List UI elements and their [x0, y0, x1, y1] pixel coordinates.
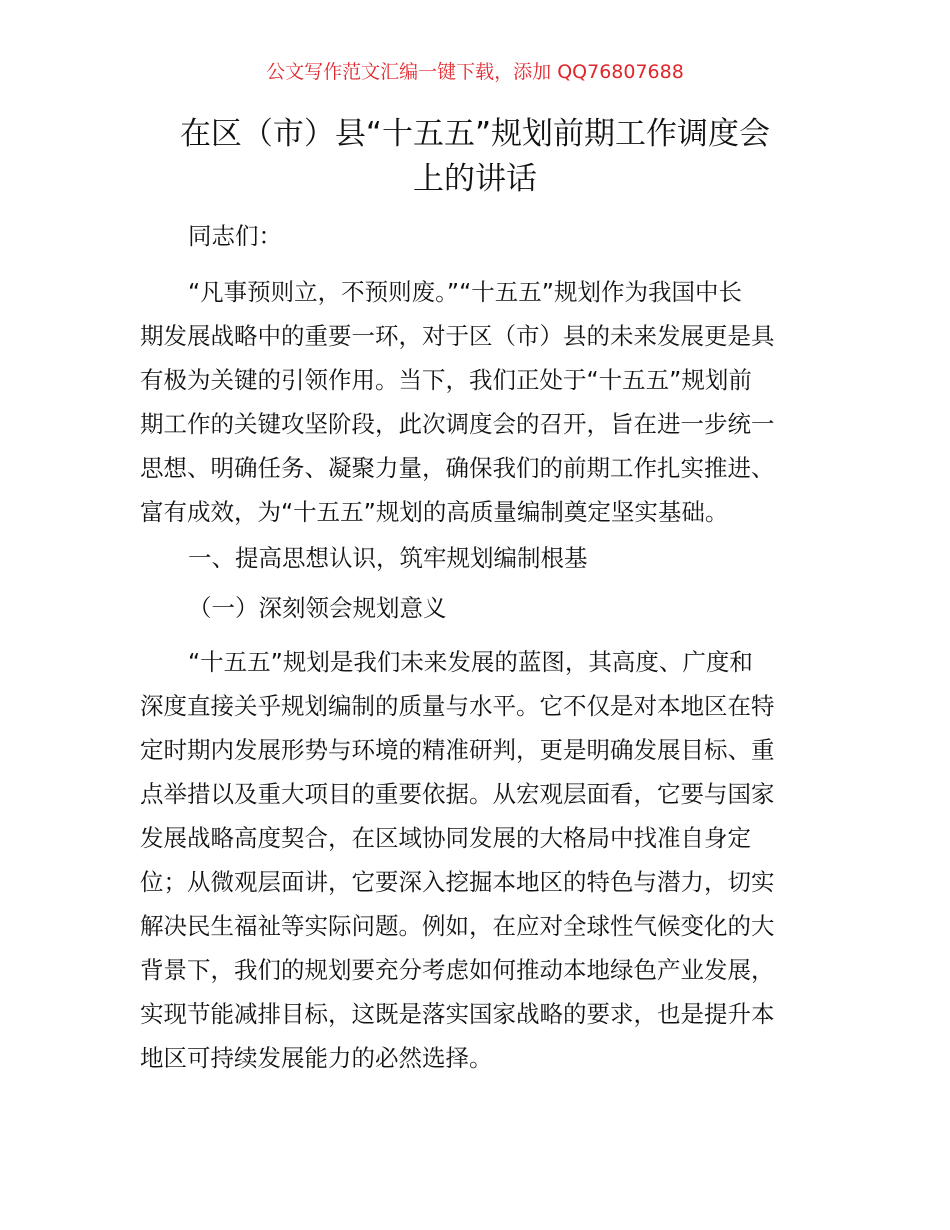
title-line: 上的讲话: [413, 161, 537, 197]
text-line: 位；从微观层面讲，它要深入挖掘本地区的特色与潜力，切实: [140, 868, 775, 896]
section-heading: 一、提高思想认识，筑牢规划编制根基: [188, 544, 588, 572]
text-line: 深度直接关乎规划编制的质量与水平。它不仅是对本地区在特: [140, 692, 775, 720]
text-line: 期发展战略中的重要一环，对于区（市）县的未来发展更是具: [140, 322, 775, 350]
paragraph-1: [140, 270, 820, 534]
text-line: 定时期内发展形势与环境的精准研判，更是明确发展目标、重: [140, 736, 775, 764]
text-line: 背景下，我们的规划要充分考虑如何推动本地绿色产业发展，: [140, 956, 775, 984]
text-line: 思想、明确任务、凝聚力量，确保我们的前期工作扎实推进、: [140, 454, 775, 482]
text-line: 期工作的关键攻坚阶段，此次调度会的召开，旨在进一步统一: [140, 410, 775, 438]
page-title: [0, 112, 950, 202]
title-line: 在区（市）县“十五五”规划前期工作调度会: [179, 116, 771, 152]
download-banner: 公文写作范文汇编一键下载，添加 QQ76807688: [266, 61, 684, 83]
text-line: 有极为关键的引领作用。当下，我们正处于“十五五”规划前: [140, 366, 752, 394]
subsection-heading: （一）深刻领会规划意义: [188, 594, 447, 622]
text-line: 解决民生福祉等实际问题。例如，在应对全球性气候变化的大: [140, 912, 775, 940]
salutation: 同志们：: [188, 222, 282, 250]
text-line: 实现节能减排目标，这既是落实国家战略的要求，也是提升本: [140, 1000, 775, 1028]
text-line: “十五五”规划是我们未来发展的蓝图，其高度、广度和: [188, 648, 753, 676]
text-line: 富有成效，为“十五五”规划的高质量编制奠定坚实基础。: [140, 498, 729, 526]
text-line: “凡事预则立，不预则废。”“十五五”规划作为我国中长: [188, 278, 742, 306]
text-line: 地区可持续发展能力的必然选择。: [140, 1044, 493, 1072]
text-line: 点举措以及重大项目的重要依据。从宏观层面看，它要与国家: [140, 780, 775, 808]
text-line: 发展战略高度契合，在区域协同发展的大格局中找准自身定: [140, 824, 751, 852]
paragraph-2: [140, 640, 820, 1080]
